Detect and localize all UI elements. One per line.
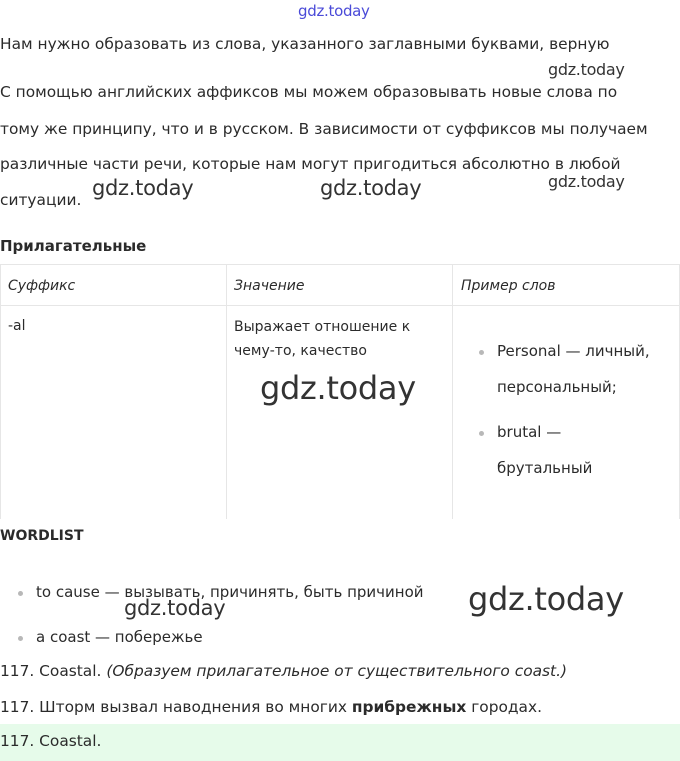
example-1-line-2: персональный; [497,378,617,396]
watermark-right-small-2: gdz.today [548,172,625,191]
bullet [479,431,484,436]
answer-block [0,724,680,761]
table-header-meaning: Значение [234,278,305,294]
intro-line-4: различные части речи, которые нам могут пригодиться абсолютно в любой [0,155,621,173]
task-sentence-bold: прибрежных [351,698,467,716]
watermark-table-center: gdz.today [260,369,416,407]
task-line [0,662,567,680]
answer-text: 117. Coastal. [0,732,102,750]
table-header-suffix: Суффикс [8,278,76,294]
watermark-center-mid: gdz.today [320,176,422,200]
table-cell-meaning-1: Выражает отношение к [234,319,411,335]
example-1-line-1: Personal — личный, [497,342,650,360]
suffix-table [0,264,680,520]
bullet [18,591,23,596]
intro-line-5: ситуации. [0,191,82,209]
example-2-line-2: брутальный [497,459,593,477]
table-cell-meaning-2: чему-то, качество [234,343,367,359]
watermark-right-small-1: gdz.today [548,60,625,79]
wordlist-title: WORDLIST [0,528,84,544]
task-note: (Образуем прилагательное от существительного coast.) [106,662,567,680]
watermark-left-mid: gdz.today [92,176,194,200]
intro-line-1: Нам нужно образовать из слова, указанного заглавными буквами, верную [0,35,610,53]
watermark-top: gdz.today [298,2,370,20]
table-header-examples: Пример слов [461,278,556,294]
task-sentence-end: городах. [471,698,542,716]
task-sentence [0,698,542,716]
wordlist-item-2: a coast — побережье [36,628,203,646]
section-heading: Прилагательные [0,237,147,255]
watermark-wordlist-right: gdz.today [468,580,624,618]
bullet [479,350,484,355]
intro-line-3: тому же принципу, что и в русском. В зависимости от суффиксов мы получаем [0,120,648,138]
example-2-line-1: brutal — [497,423,562,441]
task-prefix: 117. Coastal. [0,662,102,680]
bullet [18,636,23,641]
task-sentence-start: 117. Шторм вызвал наводнения во многих [0,698,347,716]
watermark-wordlist-left: gdz.today [124,596,226,620]
table-cell-suffix: -al [8,318,26,334]
intro-line-2: С помощью английских аффиксов мы можем образовывать новые слова по [0,83,618,101]
wordlist-item-1: to cause — вызывать, причинять, быть причиной [36,583,424,601]
